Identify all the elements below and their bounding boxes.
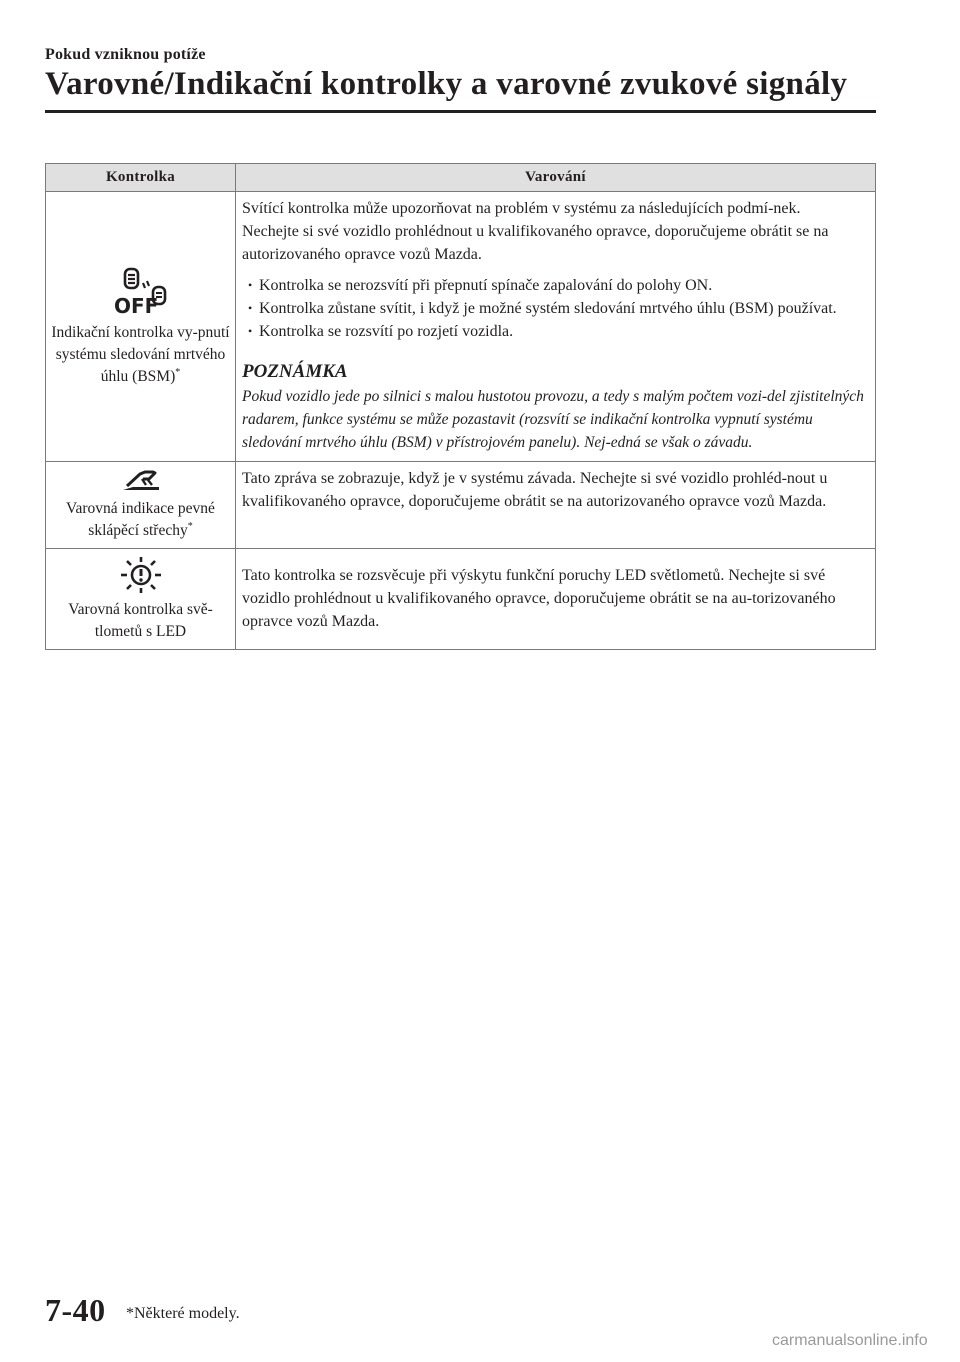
indicator-cell xyxy=(46,192,236,462)
indicator-label: Indikační kontrolka vy-pnutí systému sledování mrtvého úhlu (BSM) xyxy=(51,323,230,385)
footnote-mark: * xyxy=(175,366,181,378)
warning-text: Tato kontrolka se rozsvěcuje při výskytu funkční poruchy LED světlometů. Nechejte si své vozidlo prohlédnout u kvalifikovaného opravce, doporučujeme obrátit se na au-torizovaného opravce vozů Mazda. xyxy=(242,566,836,630)
indicator-label: Varovná indikace pevné sklápěcí střechy xyxy=(66,500,215,539)
bsm-off-icon xyxy=(111,266,171,318)
footnote-mark: * xyxy=(187,520,193,532)
column-header-warning: Varování xyxy=(236,164,876,192)
condition-list xyxy=(242,274,870,343)
watermark-text: carmanualsonline.info xyxy=(772,1332,928,1349)
warning-cell xyxy=(236,192,876,462)
warning-paragraph: Nechejte si své vozidlo prohlédnout u kvalifikovaného opravce, doporučujeme obrátit se na autorizovaného opravce vozů Mazda. xyxy=(242,223,829,263)
table-row xyxy=(46,462,876,549)
table-row xyxy=(46,549,876,650)
note-title: POZNÁMKA xyxy=(242,361,348,382)
list-item: • Kontrolka se rozsvítí po rozjetí vozidla. xyxy=(242,320,870,343)
warning-paragraph: Svítící kontrolka může upozorňovat na problém v systému za následujících podmí-nek. xyxy=(242,200,801,217)
section-label: Pokud vzniknou potíže xyxy=(45,46,206,63)
led-headlight-warning-icon xyxy=(115,555,167,595)
warning-cell xyxy=(236,462,876,549)
table-header-row xyxy=(46,164,876,192)
folding-roof-icon xyxy=(119,468,163,494)
svg-text:OFF: OFF xyxy=(113,293,158,318)
warning-indicator-table xyxy=(45,163,876,650)
indicator-cell xyxy=(46,549,236,650)
list-item: • Kontrolka zůstane svítit, i když je možné systém sledování mrtvého úhlu (BSM) používat. xyxy=(242,297,870,320)
warning-text: Tato zpráva se zobrazuje, když je v systému závada. Nechejte si své vozidlo prohléd-nout u kvalifikovaného opravce, doporučujeme obrátit se na autorizovaného opravce vozů Mazda. xyxy=(242,470,828,510)
indicator-cell xyxy=(46,462,236,549)
note-text: Pokud vozidlo jede po silnici s malou hustotou provozu, a tedy s malým počtem vozi-del zjistitelných radarem, funkce systému se může pozastavit (rozsvítí se indikační kontrolka vypnutí systému sledování mrtvého úhlu (BSM) v přístrojovém panelu). Nej-edná se však o závadu. xyxy=(242,388,864,451)
list-item: • Kontrolka se nerozsvítí při přepnutí spínače zapalování do polohy ON. xyxy=(242,274,870,297)
page-number: 7-40 xyxy=(45,1292,106,1328)
footnote: *Některé modely. xyxy=(126,1305,240,1322)
column-header-indicator: Kontrolka xyxy=(46,164,236,192)
table-row xyxy=(46,192,876,462)
page-title: Varovné/Indikační kontrolky a varovné zvukové signály xyxy=(45,66,848,102)
indicator-label: Varovná kontrolka svě-tlometů s LED xyxy=(68,601,213,640)
warning-cell xyxy=(236,549,876,650)
title-rule xyxy=(45,110,876,113)
